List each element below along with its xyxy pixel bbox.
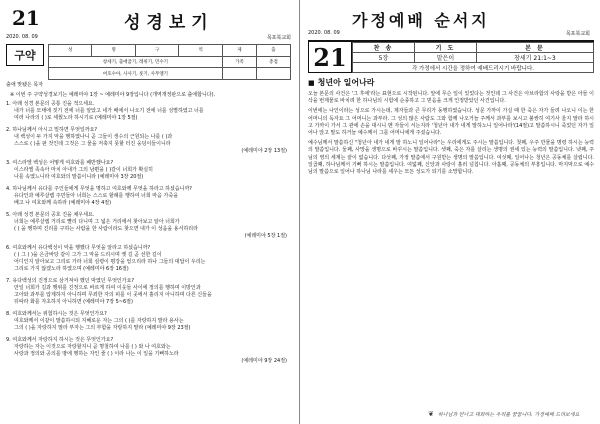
order-header: 본 문 <box>476 43 593 53</box>
question-ref: (예레미야 9장 24절) <box>241 358 287 364</box>
table-cell: 창세기, 출애굽기, 레위기, 민수기 <box>49 56 223 68</box>
footer-note <box>428 410 579 418</box>
sermon-title <box>308 77 594 88</box>
question-item <box>6 337 291 365</box>
question-title: 9. 여호와께서 자랑하지 하시는 것은 무엇인가요? <box>6 337 114 343</box>
question-item <box>6 186 291 207</box>
question-body: 이스라엘 족속아 마치 아내가 그의 남편을 ( )갈이 너희가 확실히 나를 속였느니라 여호와의 말씀이니라 (예레미야 3장 20절) <box>14 167 153 180</box>
question-title: 3. 여스라엘 백성은 어떻게 여호와를 배반했나요? <box>6 160 114 166</box>
paragraph: 이번에는 나인이라는 성으로 가시는데, 제자들과 큰 무리가 동행하였습니다. 성문 가까이 가실 때 한 죽은 자가 들려 나오니 이는 한 어머니의 독자요 그 어머니는 과부라. 그 성의 많은 사람도 그와 함께 나오거늘 주께서 과부를 보시고 불쌍히 여기사 울지 말라 하시고 가까이 가서 그 관에 손을 대시니 멘 자들이 서는지라 '청년아 내가 네게 말하노니 일어나라'(14절)고 말씀하시니 죽었던 자가 일어나 앉고 말도 하거늘 예수께서 그를 어머니에게 주셨습니다. <box>308 108 594 137</box>
question-title: 2. 하나님께서 아시고 밀하면 무엇일까요? <box>6 127 98 133</box>
table-cell: 제 <box>222 45 256 57</box>
intro-text: ※ 이번 주 구약성경보기는 예레미야 1장 ~ 예레미야 9장입니다 (개역개정판으로 출애합니다). <box>10 92 216 98</box>
sermon-title-text: 청년아 일어나라 <box>317 78 375 87</box>
question-body: 내가 너를 모태에 짓기 전에 너를 알았고 네가 배에서 나오기 전에 너를 성별하였고 너를 여러 나라의 ( )로 세웠노라 하시기로 (예레미야 1장 5절) <box>14 108 204 121</box>
sheet-title: 가정예배 순서지 <box>352 11 490 30</box>
question-item <box>6 212 291 240</box>
question-item <box>6 311 291 332</box>
family-worship-sheet <box>300 0 600 424</box>
prayer-value: 맡은이 <box>414 53 476 63</box>
paragraph: 예수님께서 말씀하신 "청년아 내가 네게 말 하노니 일어나라"는 우리에게도 주시는 말씀입니다. 첫째, 우주 만물을 명령 하시는 능력의 말씀입니다. 둘째, 사망을 생명으로 바꾸시는 말씀입니다. 셋째, 죽은 자를 살리는 생명의 권세 있는 능력의 말씀입니다. 넷째, 주님의 영의 세계는 끝이 없습니다. 다섯째, 가정 말씀에서 구원받는 생명의 말씀입니다. 여섯째, 일어나는 청년은 공동체를 살립니다. 일곱째, 하나님께서 기뻐 하시는 말씀입니다. 여덟째, 신앙과 사랑이 흘러 넘칩니다. 아홉째, 공동체의 부흥입니다. 마지막으로 예수님의 말씀으로 일어나 하나님 나라를 세우는 모든 성도가 되기를 소망합니다. <box>308 140 594 176</box>
question-body: 내 백성이 두 가지 악을 행하였나니 곧 그들이 생수의 근원되는 나를 ( )과 스스로 ( )을 판 것인데 그것은 그 물을 저축지 못할 터진 웅덩이들이니라 <box>14 134 173 147</box>
table-cell: 명 <box>92 45 135 57</box>
sheet-title: 성경보기 <box>124 13 214 33</box>
right-header <box>308 6 594 37</box>
footer-text: 하나님과 만나고 대화하는 우리를 꿈꿉니다. 가정예배 드려보세요 <box>437 411 580 418</box>
sermon-body <box>308 91 594 176</box>
table-cell: 구 <box>135 45 178 57</box>
question-title: 4. 하나님께서 유다를 주인들에게 무엇을 명하고 여호와께 무엇을 하라고 하셨습니까? <box>6 186 192 192</box>
table-cell <box>222 68 256 80</box>
issue-number: 21 <box>12 6 40 30</box>
question-body: 유다인과 예루살렘 주민들아 너희는 스스로 할례를 행하여 너희 마음 가죽을 베고 나 여호와께 속하라 (예레미야 4장 4절) <box>14 193 179 206</box>
question-item <box>6 245 291 273</box>
question-item <box>6 101 291 122</box>
left-header <box>6 6 291 32</box>
table-cell: 여호수아, 사사기, 룻기, 사무엘기 <box>49 68 223 80</box>
table-cell: 성 <box>49 45 92 57</box>
question-ref: (예레미야 2장 13절) <box>241 148 287 154</box>
leaf-icon: ❦ <box>428 410 434 418</box>
question-title: 7. 유다백성의 진정으로 삼거져야 했던 막였던 무엇인가요? <box>6 278 135 284</box>
question-ref: (예레미야 5장 1절) <box>244 233 287 239</box>
church-name: 목포북교회 <box>565 31 590 37</box>
table-cell: 가족 <box>222 56 256 68</box>
worship-order <box>308 40 594 73</box>
question-item <box>6 278 291 306</box>
question-item <box>6 160 291 181</box>
worship-note: 각 가정에서 시간을 정하여 예배드리시기 바랍니다. <box>353 63 594 73</box>
order-table <box>352 42 594 73</box>
question-title: 5. 아래 성경 본문의 공호 진을 채우세요. <box>6 212 95 218</box>
issue-number: 21 <box>308 42 352 73</box>
table-cell <box>256 68 290 80</box>
question-body: ( ) 그 ( )을 은금바탕 같이 그가 그 악을 드리시며 옛 길 곧 선한 길이 어디인지 알아보고 그리로 가라 너희 심령이 평강을 얻으리라 하나 그들의 대답이 우리는 그리로 가지 않겠노라 하였으며 (예레미야 6장 16절) <box>14 252 206 272</box>
table-cell: 역 <box>179 45 223 57</box>
date: 2020. 08. 09 <box>308 30 340 36</box>
question-list <box>6 101 291 365</box>
question-item <box>6 127 291 155</box>
question-title: 8. 여호와께서는 위험하시는 것은 무엇인가요? <box>6 311 107 317</box>
pin-icon: ■ <box>308 78 315 87</box>
question-body: 너희는 예루살렘 거리로 빨리 다니며 그 넓은 거리에서 찾아보고 알아 너희가 ( ) 을 행하며 진리를 구하는 사람을 한 사람이라도 찾으면 내가 이 성읍을 용서하리라 <box>14 219 198 232</box>
question-title: 6. 여호와께서 유다백성이 악을 행했다 무엇을 알라고 하셨습니까? <box>6 245 151 251</box>
left-meta <box>6 34 291 41</box>
table-cell: 총점 <box>256 56 290 68</box>
question-body: 여호와께서 이같이 말씀하시되 지혜로운 자는 그의 ( )를 자랑하지 말라 용사는 그의 ( )을 자랑하지 말라 부자는 그의 부함을 자랑하지 말라 (예레미야 9장 23절) <box>14 318 191 331</box>
order-header: 찬 송 <box>353 43 415 53</box>
church-name: 목포북교회 <box>266 35 291 41</box>
date: 2020. 08. 09 <box>6 34 38 40</box>
paragraph: 오늘 본문의 사건은 '그 후에'라는 표현으로 시작된니다. 앞에 무슨 일이 있었다는 것인데 그 사건은 아브라함의 사랑을 받은 아들 이삭을 번제물로 바치려 한 하나님의 시험에 순종하고 그 믿음을 크게 인정받았던 사건입니다. <box>308 91 594 105</box>
info-box <box>6 44 291 80</box>
hymn-value: 5장 <box>353 53 415 63</box>
table-cell: 출 <box>256 45 290 57</box>
testament-tag: 구약 <box>6 44 44 66</box>
info-table <box>48 44 291 80</box>
topic: 출애 맞됐은 목자 <box>6 82 43 88</box>
order-header: 기 도 <box>414 43 476 53</box>
question-body: 자랑하는 자는 이것으로 자랑할지니 곧 명철하여 나를 ( ) 와 나 여호와는 사랑과 정의와 공의를 땅에 행하는 자인 줄 ( ) 이라 나는 이 일을 기뻐하노라 <box>14 344 179 357</box>
question-body: 만일 너희가 길과 행위를 진정으로 바르게 하여 이웃들 사이에 정의를 행하며 이방인과 고아와 과부를 압제하지 아니하며 무죄한 자의 피를 이 곳에서 흘리지 아니하며 다른 신들을 뒤따라 화를 자초하지 아니하면 (예레미야 7장 5~6절) <box>14 285 212 305</box>
question-title: 1. 아래 성경 본문의 공통 진을 적으세요. <box>6 101 95 107</box>
scripture-value: 창세기 21:1~3 <box>476 53 593 63</box>
